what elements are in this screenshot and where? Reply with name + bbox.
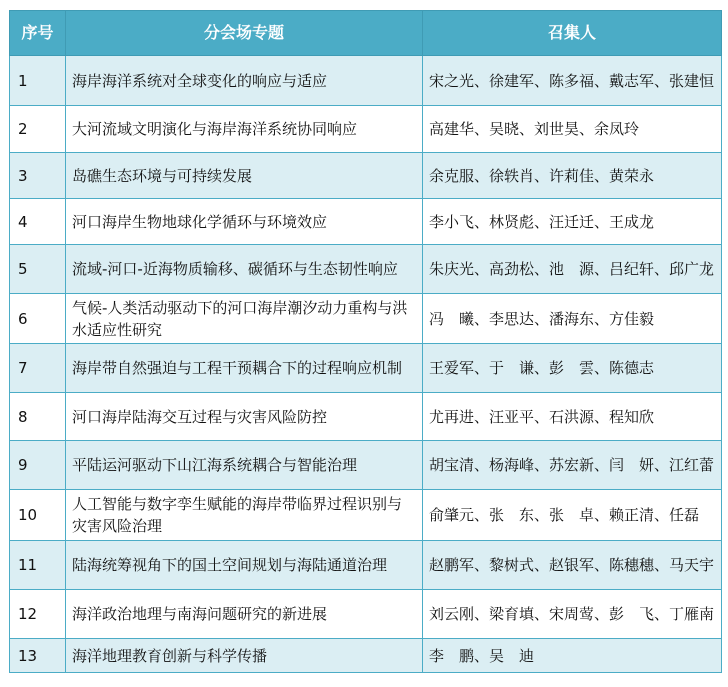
row-topic: 岛礁生态环境与可持续发展 (66, 153, 423, 199)
table-row (10, 56, 722, 106)
sessions-table (9, 10, 722, 673)
row-topic: 河口海岸陆海交互过程与灾害风险防控 (66, 393, 423, 441)
row-conveners: 胡宝清、杨海峰、苏宏新、闫 妍、江红蕾 (423, 441, 722, 490)
table-row (10, 639, 722, 673)
table-row (10, 441, 722, 490)
row-topic: 气候-人类活动驱动下的河口海岸潮汐动力重构与洪水适应性研究 (66, 294, 423, 344)
convener-table-wrapper (9, 10, 721, 673)
row-topic: 大河流域文明演化与海岸海洋系统协同响应 (66, 106, 423, 153)
row-number: 6 (10, 294, 66, 344)
row-topic: 海洋政治地理与南海问题研究的新进展 (66, 590, 423, 639)
row-topic: 陆海统筹视角下的国土空间规划与海陆通道治理 (66, 541, 423, 590)
row-number: 12 (10, 590, 66, 639)
row-conveners: 冯 曦、李思达、潘海东、方佳毅 (423, 294, 722, 344)
row-number: 7 (10, 344, 66, 393)
row-conveners: 李 鹏、吴 迪 (423, 639, 722, 673)
row-conveners: 余克服、徐轶肖、许莉佳、黄荣永 (423, 153, 722, 199)
row-topic: 河口海岸生物地球化学循环与环境效应 (66, 199, 423, 245)
row-number: 3 (10, 153, 66, 199)
row-number: 9 (10, 441, 66, 490)
row-number: 2 (10, 106, 66, 153)
row-conveners: 赵鹏军、黎树式、赵银军、陈穗穗、马天宇 (423, 541, 722, 590)
table-row (10, 590, 722, 639)
header-conveners: 召集人 (423, 11, 722, 56)
row-conveners: 王爱军、于 谦、彭 雲、陈德志 (423, 344, 722, 393)
table-row (10, 106, 722, 153)
row-topic: 平陆运河驱动下山江海系统耦合与智能治理 (66, 441, 423, 490)
table-header-row (10, 11, 722, 56)
table-row (10, 153, 722, 199)
row-topic: 流域-河口-近海物质输移、碳循环与生态韧性响应 (66, 245, 423, 294)
row-topic: 海岸带自然强迫与工程干预耦合下的过程响应机制 (66, 344, 423, 393)
row-conveners: 高建华、吴晓、刘世昊、余凤玲 (423, 106, 722, 153)
row-number: 8 (10, 393, 66, 441)
table-row (10, 393, 722, 441)
row-topic: 人工智能与数字孪生赋能的海岸带临界过程识别与灾害风险治理 (66, 490, 423, 541)
table-row (10, 344, 722, 393)
header-topic: 分会场专题 (66, 11, 423, 56)
row-number: 5 (10, 245, 66, 294)
row-topic: 海岸海洋系统对全球变化的响应与适应 (66, 56, 423, 106)
row-conveners: 俞肇元、张 东、张 卓、赖正清、任磊 (423, 490, 722, 541)
row-number: 10 (10, 490, 66, 541)
row-conveners: 李小飞、林贤彪、汪迁迁、王成龙 (423, 199, 722, 245)
table-row (10, 541, 722, 590)
row-number: 11 (10, 541, 66, 590)
row-conveners: 朱庆光、高劲松、池 源、吕纪轩、邱广龙 (423, 245, 722, 294)
table-row (10, 199, 722, 245)
row-conveners: 尤再进、汪亚平、石洪源、程知欣 (423, 393, 722, 441)
table-row (10, 245, 722, 294)
row-topic: 海洋地理教育创新与科学传播 (66, 639, 423, 673)
row-number: 13 (10, 639, 66, 673)
row-conveners: 宋之光、徐建军、陈多福、戴志军、张建恒 (423, 56, 722, 106)
row-number: 1 (10, 56, 66, 106)
table-row (10, 490, 722, 541)
table-row (10, 294, 722, 344)
row-conveners: 刘云刚、梁育填、宋周莺、彭 飞、丁雁南 (423, 590, 722, 639)
header-no: 序号 (10, 11, 66, 56)
row-number: 4 (10, 199, 66, 245)
